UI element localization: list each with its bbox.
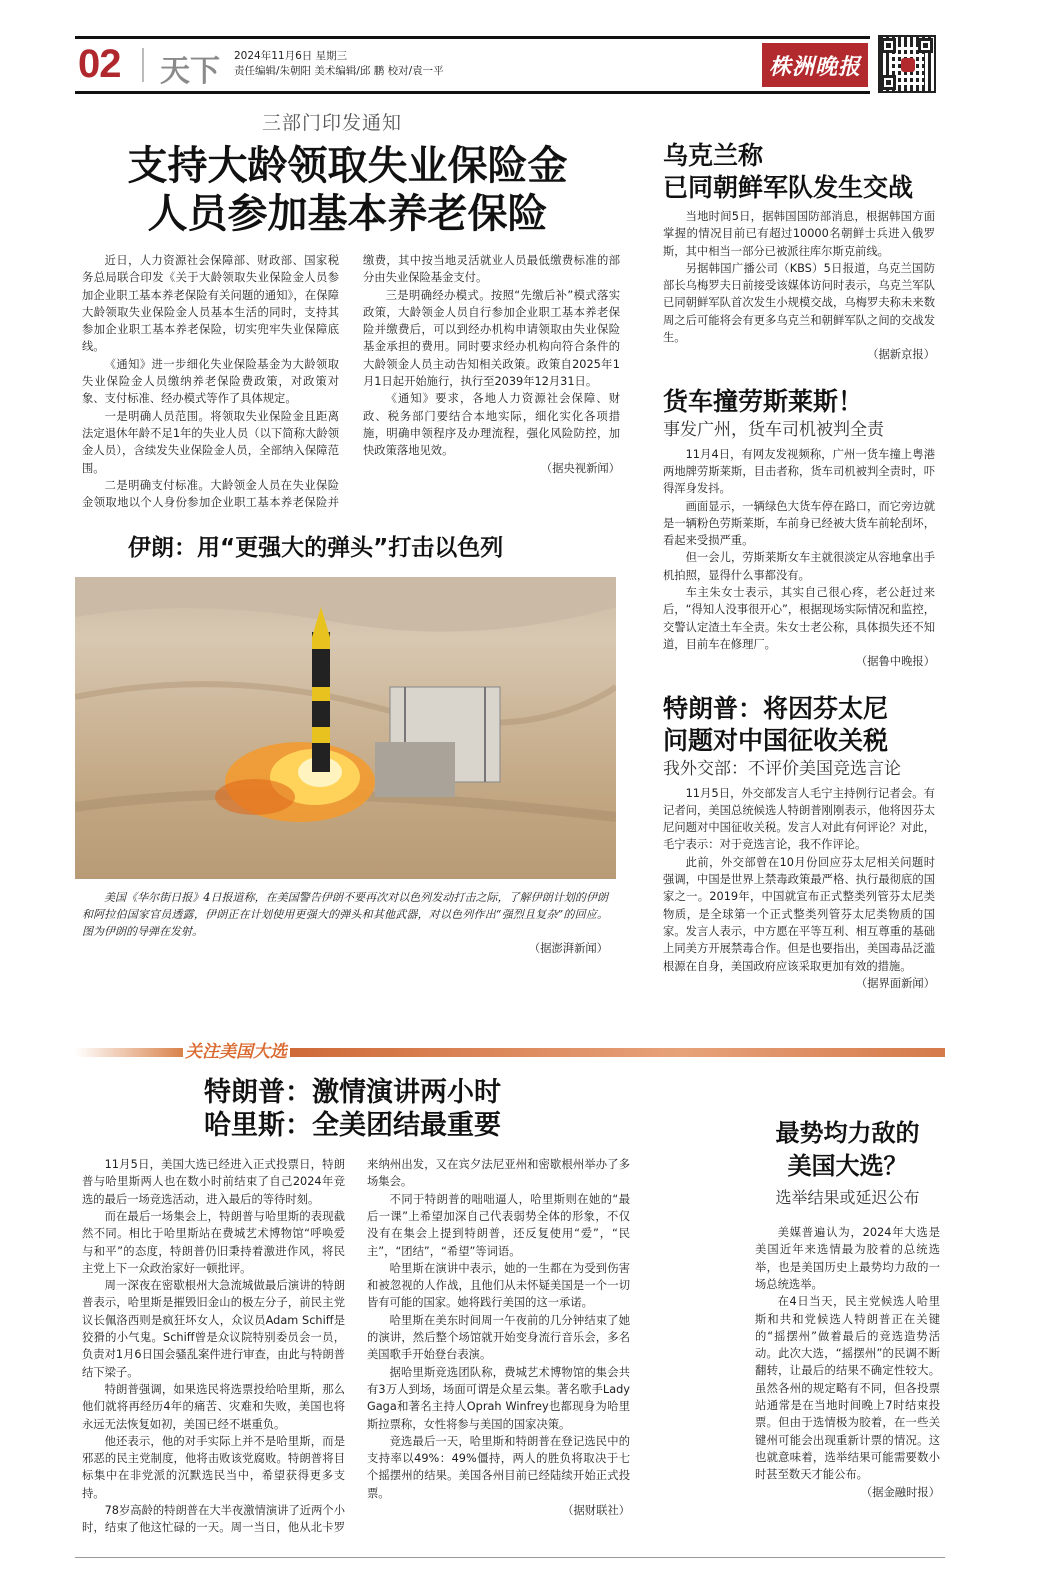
lead-body	[75, 252, 620, 511]
paragraph: 周一深夜在密歇根州大急流城做最后演讲的特朗普表示，哈里斯是摧毁旧金山的极左分子，前民主党议长佩洛西则是疯狂坏女人，众议员Adam Schiff是狡猾的小气鬼。Schiff曾是众议院特别委员会一员，负责对1月6日国会骚乱案件进行审查，由此与特朗普结下梁子。	[82, 1279, 345, 1379]
lead-headline	[75, 142, 620, 238]
missile-image	[75, 577, 616, 879]
paragraph: 11月4日，有网友发视频称，广州一货车撞上粤港两地牌劳斯莱斯，目击者称，货车司机被判全责时，吓得浑身发抖。	[663, 447, 935, 496]
headline-line: 美国大选？	[787, 1151, 908, 1181]
photo-caption: 美国《华尔街日报》4日报道称，在美国警告伊朗不要再次对以色列发动打击之际，了解伊朗计划的伊朗和阿拉伯国家官员透露，伊朗正在计划使用更强大的弹头和其他武器，对以色列作出“强烈且复杂”的回应。图为伊朗的导弹在发射。	[82, 891, 608, 939]
banner-bar-left	[75, 1048, 183, 1057]
truck-article	[663, 386, 935, 671]
source-credit: （据鲁中晚报）	[855, 655, 935, 669]
photo-caption-block	[82, 889, 608, 957]
paragraph: 在4日当天，民主党候选人哈里斯和共和党候选人特朗普正在关键的“摇摆州”做着最后的竞选造势活动。此次大选，“摇摆州”的民调不断翻转，让最后的结果不确定性较大。虽然各州的规定略有不同，但各投票站通常是在当地时间晚上7时结束投票。但由于选情极为胶着，在一些关键州可能会出现重新计票的情况。这也就意味着，选举结果可能需要数小时甚至数天才能公布。	[755, 1295, 940, 1482]
tight-race-article	[755, 1116, 940, 1501]
paragraph: 车主朱女士表示，其实自己很心疼，老公赶过来后，“得知人没事很开心”，根据现场实际情况和监控，交警认定渣土车全责。朱女士老公称，具体损失还不知道，目前车在修理厂。	[663, 586, 935, 651]
paragraph: 据哈里斯竞选团队称，费城艺术博物馆的集会共有3万人到场，场面可谓是众星云集。著名歌手Lady Gaga和著名主持人Oprah Winfrey也都现身为哈里斯拉票称，女性将参与美国的国家决策。	[367, 1365, 630, 1431]
paragraph: 另据韩国广播公司（KBS）5日报道，乌克兰国防部长乌梅罗夫日前接受该媒体访问时表示，乌克兰军队已同朝鲜军队首次发生小规模交战，乌梅罗夫称未来数周之后可能将会有更多乌克兰和朝鲜军队之间的交战发生。	[663, 261, 935, 345]
source-credit: （据界面新闻）	[855, 976, 935, 990]
source-credit: （据财联社）	[562, 1504, 630, 1518]
banner-label: 关注美国大选	[185, 1042, 287, 1063]
paragraph: 他还表示，他的对手实际上并不是哈里斯，而是邪恶的民主党制度，他将击败该党腐败。特朗普将目标集中在非党派的沉默选民当中，希望获得更多支持。	[82, 1434, 345, 1500]
fentanyl-subhead: 我外交部：不评价美国竞选言论	[663, 758, 901, 779]
source-credit: （据澎湃新闻）	[528, 942, 608, 956]
election-body	[75, 1156, 630, 1537]
tight-race-subhead: 选举结果或延迟公布	[775, 1188, 920, 1208]
fentanyl-article	[663, 693, 935, 993]
fentanyl-headline	[663, 693, 935, 757]
left-column	[75, 110, 620, 958]
paragraph: 美媒普遍认为，2024年大选是美国近年来选情最为胶着的总统选举，也是美国历史上最势均力敌的一场总统选举。	[755, 1226, 940, 1291]
ukraine-body	[663, 208, 935, 364]
fentanyl-body	[663, 785, 935, 993]
paragraph: 不同于特朗普的咄咄逼人，哈里斯则在她的“最后一课”上希望加深自己代表弱势全体的形象，不仅没有在集会上提到特朗普，还反复使用“爱”，“民主”，“团结”，“希望”等词语。	[367, 1192, 630, 1258]
election-headline	[75, 1076, 630, 1142]
truck-body	[663, 446, 935, 671]
headline-line: 乌克兰称	[663, 141, 764, 170]
lead-kicker: 三部门印发通知	[262, 112, 403, 134]
paragraph: 此前，外交部曾在10月份回应芬太尼相关问题时强调，中国是世界上禁毒政策最严格、执行最彻底的国家之一。2019年，中国就宣布正式整类列管芬太尼类物质，是全球第一个正式整类列管芬太尼类物质的国家。发言人表示，中方愿在平等互利、相互尊重的基础上同美方开展禁毒合作。但是也要指出，美国毒品泛滥根源在自身，美国政府应该采取更加有效的措施。	[663, 855, 935, 973]
issue-date: 2024年11月6日 星期三	[234, 50, 348, 62]
source-credit: （据新京报）	[867, 348, 935, 362]
headline-line: 已同朝鲜军队发生交战	[663, 173, 914, 202]
headline-line: 最势均力敌的	[775, 1118, 920, 1148]
paragraph: 近日，人力资源社会保障部、财政部、国家税务总局联合印发《关于大龄领取失业保险金人员参加企业职工基本养老保险有关问题的通知》，在保障大龄领取失业保险金人员基本生活的同时，支持其参加企业职工基本养老保险，切实兜牢失业保障底线。	[82, 254, 339, 354]
paragraph: 竞选最后一天，哈里斯和特朗普在登记选民中的支持率以49%：49%僵持，两人的胜负将取决于七个摇摆州的结果。美国各州目前已经陆续开始正式投票。	[367, 1434, 630, 1500]
ukraine-article	[663, 140, 935, 364]
page-number: 02	[78, 42, 121, 86]
paragraph: 哈里斯在演讲中表示，她的一生都在为受到伤害和被忽视的人作战，且他们从未怀疑美国是一个一切皆有可能的国家。她将践行美国的这一承诺。	[367, 1261, 630, 1310]
headline-line: 问题对中国征收关税	[663, 725, 889, 755]
paragraph: 哈里斯在美东时间周一午夜前的几分钟结束了她的演讲，然后整个场馆就开始变身流行音乐会，多名美国歌手开始登台表演。	[367, 1313, 630, 1362]
footer-rule	[75, 1557, 945, 1558]
ukraine-headline	[663, 140, 935, 204]
election-article	[75, 1076, 630, 1537]
headline-line: 哈里斯：全美团结最重要	[204, 1110, 501, 1142]
paragraph: 当地时间5日，据韩国国防部消息，根据韩国方面掌握的情况目前已有超过10000名朝鲜士兵进入俄罗斯，其中相当一部分已被派往库尔斯克前线。	[663, 210, 935, 258]
missile-launch-photo	[75, 577, 616, 879]
paragraph: 11月5日，美国大选已经进入正式投票日，特朗普与哈里斯两人也在数小时前结束了自己2024年竞选的最后一场竞选活动，进入最后的等待时刻。	[82, 1158, 345, 1206]
lead-headline-line: 支持大龄领取失业保险金	[127, 143, 568, 189]
right-column	[663, 140, 935, 1014]
paragraph: 78岁高龄的特朗普在大半夜激情演讲了近两个小时，结束了他这忙碌的一天。周一当日，他从北卡罗来纳州出发，又在宾夕法尼亚州和密歇根州举办了多场集会。	[82, 1158, 630, 1535]
paragraph: 而在最后一场集会上，特朗普与哈里斯的表现截然不同。相比于哈里斯站在费城艺术博物馆“呼唤爱与和平”的态度，特朗普仍旧秉持着激进作风，将民主党上下一众政治家好一顿批评。	[82, 1209, 345, 1275]
banner-bar-right	[290, 1048, 945, 1057]
headline-line: 特朗普：将因芬太尼	[663, 693, 889, 723]
paragraph: 11月5日，外交部发言人毛宁主持例行记者会。有记者问，美国总统候选人特朗普刚刚表示，他将因芬太尼问题对中国征收关税。发言人对此有何评论？对此，毛宁表示：对于竞选言论，我不作评论。	[663, 786, 935, 852]
election-banner	[75, 1042, 945, 1062]
source-credit: （据金融时报）	[860, 1485, 940, 1499]
tight-race-body	[755, 1224, 940, 1501]
source-credit: （据央视新闻）	[540, 461, 620, 475]
tight-race-headline	[755, 1116, 940, 1182]
iran-headline: 伊朗：用“更强大的弹头”打击以色列	[128, 535, 504, 562]
election-section	[75, 1076, 1039, 1537]
paragraph: 但一会儿，劳斯莱斯女车主就很淡定从容地拿出手机拍照，显得什么事都没有。	[663, 551, 935, 582]
truck-headline: 货车撞劳斯莱斯！	[663, 386, 864, 416]
section-title: 天下	[160, 54, 220, 89]
paragraph: 画面显示，一辆绿色大货车停在路口，而它旁边就是一辆粉色劳斯莱斯，车前身已经被大货车前轮刮坏，看起来受损严重。	[663, 499, 935, 548]
paragraph: 二是明确支付标准。大龄领金人员在失业保险金领取地以个人身份参加企业职工基本养老保险并缴费，其中按当地灵活就业人员最低缴费标准的部分由失业保险基金支付。	[82, 254, 620, 510]
editors-credit: 责任编辑/朱朝阳 美术编辑/邱 鹏 校对/袁一平	[234, 65, 444, 77]
paragraph: 《通知》要求，各地人力资源社会保障、财政、税务部门要结合本地实际，细化实化各项措施，明确申领程序及办理流程，强化风险防控，加快政策落地见效。	[363, 392, 620, 458]
newspaper-logo: 株洲晚报	[762, 43, 868, 87]
headline-line: 特朗普：激情演讲两小时	[204, 1077, 501, 1109]
top-section	[75, 110, 1039, 1014]
truck-subhead: 事发广州，货车司机被判全责	[663, 419, 884, 440]
lead-headline-line: 人员参加基本养老保险	[147, 191, 548, 237]
paragraph: 一是明确人员范围。将领取失业保险金且距离法定退休年龄不足1年的失业人员（以下简称大龄领金人员），含续发失业保险金人员，全部纳入保障范围。	[82, 409, 339, 475]
paragraph: 特朗普强调，如果选民将选票投给哈里斯，那么他们就将再经历4年的痛苦、灾难和失败，美国也将永远无法恢复如初，美国已经不堪重负。	[82, 1382, 345, 1431]
paragraph: 三是明确经办模式。按照“先缴后补”模式落实政策，大龄领金人员自行参加企业职工基本养老保险并缴费后，可以到经办机构申请领取由失业保险基金承担的费用。同时要求经办机构向符合条件的大龄领金人员主动告知相关政策。政策自2025年1月1日起开始施行，执行至2039年12月31日。	[363, 288, 620, 389]
paragraph: 《通知》进一步细化失业保险基金为大龄领取失业保险金人员缴纳养老保险费政策，对政策对象、支付标准、经办模式等作了具体规定。	[82, 357, 339, 406]
